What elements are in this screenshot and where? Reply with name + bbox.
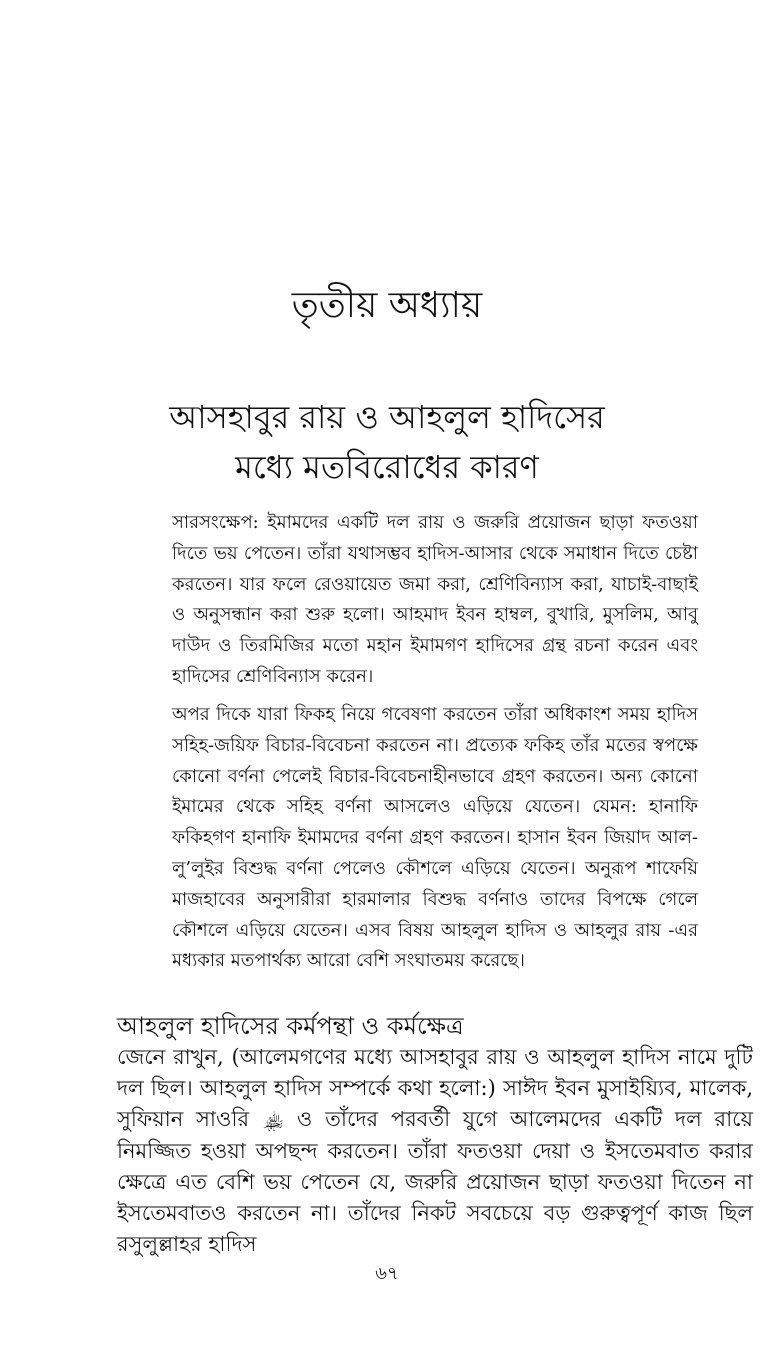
summary-paragraph-1: সারসংক্ষেপ: ইমামদের একটি দল রায় ও জরুরি প্রয়োজন ছাড়া ফতওয়া দিতে ভয় পেতেন। তাঁরা যথাসম্ভব হাদিস-আসার থেকে সমাধান দিতে চেষ্টা করতেন। যার ফলে রেওয়ায়েত জমা করা, শ্রেণিবিন্যাস করা, যাচাই-বাছাই ও অনুসন্ধান করা শুরু হলো। আহমাদ ইবন হাম্বল, বুখারি, মুসলিম, আবু দাউদ ও তিরমিজির মতো মহান ইমামগণ হাদিসের গ্রন্থ রচনা করেন এবং হাদিসের শ্রেণিবিন্যাস করেন। bbox=[172, 512, 698, 687]
section-heading: আহলুল হাদিসের কর্মপন্থা ও কর্মক্ষেত্র bbox=[117, 1012, 464, 1040]
summary-paragraph-2: অপর দিকে যারা ফিকহ নিয়ে গবেষণা করতেন তাঁরা অধিকাংশ সময় হাদিস সহিহ-জয়িফ বিচার-বিবেচনা করতেন না। প্রত্যেক ফকিহ তাঁর মতের স্বপক্ষে কোনো বর্ণনা পেলেই বিচার-বিবেচনাহীনভাবে গ্রহণ করতেন। অন্য কোনো ইমামের থেকে সহিহ বর্ণনা আসলেও এড়িয়ে যেতেন। যেমন: হানাফি ফকিহগণ হানাফি ইমামদের বর্ণনা গ্রহণ করতেন। হাসান ইবন জিয়াদ আল-লু’লুইর বিশুদ্ধ বর্ণনা পেলেও কৌশলে এড়িয়ে যেতেন। অনুরূপ শাফেয়ি মাজহাবের অনুসারীরা হারমালার বিশুদ্ধ বর্ণনাও তাদের বিপক্ষে গেলে কৌশলে এড়িয়ে যেতেন। এসব বিষয় আহলুল হাদিস ও আহলুর রায় -এর মধ্যকার মতপার্থক্য আরো বেশি সংঘাতময় করেছে। bbox=[172, 704, 698, 972]
chapter-label: তৃতীয় অধ্যায় bbox=[291, 285, 483, 326]
chapter-title-line-1: আসহাবুর রায় ও আহলুল হাদিসের bbox=[169, 398, 605, 436]
chapter-title bbox=[0, 392, 774, 492]
body-paragraph: জেনে রাখুন, (আলেমগণের মধ্যে আসহাবুর রায় ও আহলুল হাদিস নামে দুটি দল ছিল। আহলুল হাদিস সম্পর্কে কথা হলো:) সাঈদ ইবন মুসাইয়্যিব, মালেক, সুফিয়ান সাওরি ﵏ ও তাঁদের পরবর্তী যুগে আলেমদের একটি দল রায়ে নিমজ্জিত হওয়া অপছন্দ করতেন। তাঁরা ফতওয়া দেয়া ও ইসতেমবাত করার ক্ষেত্রে এত বেশি ভয় পেতেন যে, জরুরি প্রয়োজন ছাড়া ফতওয়া দিতেন না ইসতেমবাতও করতেন না। তাঁদের নিকট সবচেয়ে বড় গুরুত্বপূর্ণ কাজ ছিল রসুলুল্লাহর হাদিস bbox=[117, 1045, 753, 1257]
chapter-title-line-2: মধ্যে মতবিরোধের কারণ bbox=[235, 448, 539, 486]
page-number: ৬৭ bbox=[375, 1263, 399, 1284]
